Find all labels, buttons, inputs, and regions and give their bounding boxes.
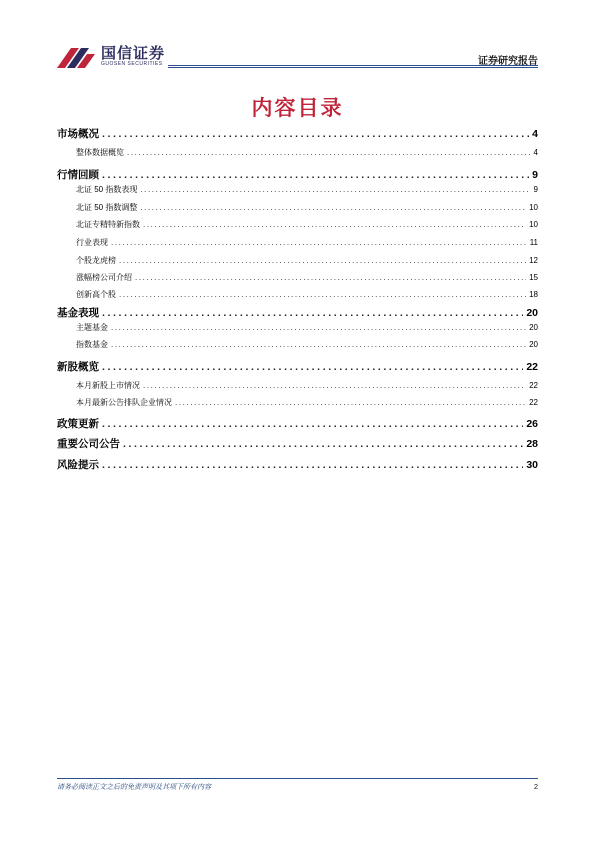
toc-dot-leader [102,128,529,140]
toc-dot-leader [119,290,526,299]
toc-entry-page: 12 [529,256,538,265]
toc-entry-label: 北证 50 指数表现 [76,185,138,194]
toc-entry-label: 重要公司公告 [57,438,120,450]
toc-entry-label: 指数基金 [76,340,108,349]
toc-dot-leader [140,185,530,194]
toc-section-entry[interactable] [57,167,538,182]
toc-entry-page: 28 [526,438,538,450]
toc-entry-page: 11 [529,238,538,247]
toc-subsection-entry[interactable] [57,322,538,333]
logo-text-cn: 国信证券 [101,45,166,62]
toc-entry-page: 30 [526,459,538,471]
toc-subsection-entry[interactable] [57,184,538,195]
toc-entry-label: 基金表现 [57,307,99,319]
toc-dot-leader [135,273,526,282]
toc-entry-label: 北证 50 指数调整 [76,203,138,212]
toc-subsection-entry[interactable] [57,147,538,158]
toc-entry-page: 9 [533,185,538,194]
toc-dot-leader [140,203,526,212]
toc-dot-leader [119,256,526,265]
toc-subsection-entry[interactable] [57,272,538,283]
toc-entry-label: 本月最新公告排队企业情况 [76,398,172,407]
toc-entry-label: 个股龙虎榜 [76,256,116,265]
toc-entry-page: 10 [529,220,538,229]
toc-dot-leader [102,169,529,181]
toc-entry-label: 北证专精特新指数 [76,220,140,229]
guosen-logo-icon [55,42,97,72]
footer-disclaimer: 请务必阅读正文之后的免责声明及其项下所有内容 [57,784,211,791]
footer-divider [57,778,538,779]
toc-dot-leader [111,340,526,349]
toc-subsection-entry[interactable] [57,202,538,213]
toc-dot-leader [143,220,526,229]
report-type-label: 证券研究报告 [478,56,538,67]
toc-entry-label: 行业表现 [76,238,108,247]
toc-entry-page: 9 [532,169,538,181]
toc-entry-label: 主题基金 [76,323,108,332]
toc-entry-page: 22 [529,381,538,390]
toc-entry-label: 风险提示 [57,459,99,471]
toc-entry-page: 26 [526,418,538,430]
toc-subsection-entry[interactable] [57,219,538,230]
toc-entry-label: 整体数据概览 [76,148,124,157]
toc-entry-label: 涨幅榜公司介绍 [76,273,132,282]
toc-dot-leader [175,398,526,407]
toc-subsection-entry[interactable] [57,237,538,248]
toc-entry-label: 行情回顾 [57,169,99,181]
toc-section-entry[interactable] [57,436,538,451]
toc-entry-page: 22 [529,398,538,407]
toc-dot-leader [111,323,526,332]
toc-subsection-entry[interactable] [57,339,538,350]
toc-section-entry[interactable] [57,416,538,431]
toc-entry-page: 20 [529,340,538,349]
toc-section-entry[interactable] [57,359,538,374]
toc-subsection-entry[interactable] [57,380,538,391]
toc-subsection-entry[interactable] [57,255,538,266]
toc-entry-page: 4 [532,128,538,140]
toc-entry-page: 10 [529,203,538,212]
toc-entry-label: 创新高个股 [76,290,116,299]
toc-dot-leader [127,148,531,157]
toc-section-entry[interactable] [57,305,538,320]
toc-dot-leader [102,459,523,471]
toc-subsection-entry[interactable] [57,289,538,300]
toc-dot-leader [102,418,523,430]
header-divider-thick [168,67,538,68]
toc-entry-page: 18 [529,290,538,299]
toc-entry-page: 15 [529,273,538,282]
toc-dot-leader [102,307,523,319]
toc-dot-leader [123,438,523,450]
page-number: 2 [533,782,538,791]
toc-entry-page: 4 [533,148,538,157]
toc-dot-leader [111,238,527,247]
toc-section-entry[interactable] [57,457,538,472]
toc-entry-label: 政策更新 [57,418,99,430]
toc-section-entry[interactable] [57,126,538,141]
toc-entry-page: 22 [526,361,538,373]
toc-subsection-entry[interactable] [57,397,538,408]
toc-entry-page: 20 [529,323,538,332]
logo-text-en: GUOSEN SECURITIES [101,61,163,67]
page-title: 内容目录 [251,97,344,120]
header-divider [168,65,538,66]
toc-dot-leader [143,381,526,390]
toc-entry-label: 市场概况 [57,128,99,140]
toc-entry-page: 20 [526,307,538,319]
toc-entry-label: 本月新股上市情况 [76,381,140,390]
toc-entry-label: 新股概览 [57,361,99,373]
toc-dot-leader [102,361,523,373]
